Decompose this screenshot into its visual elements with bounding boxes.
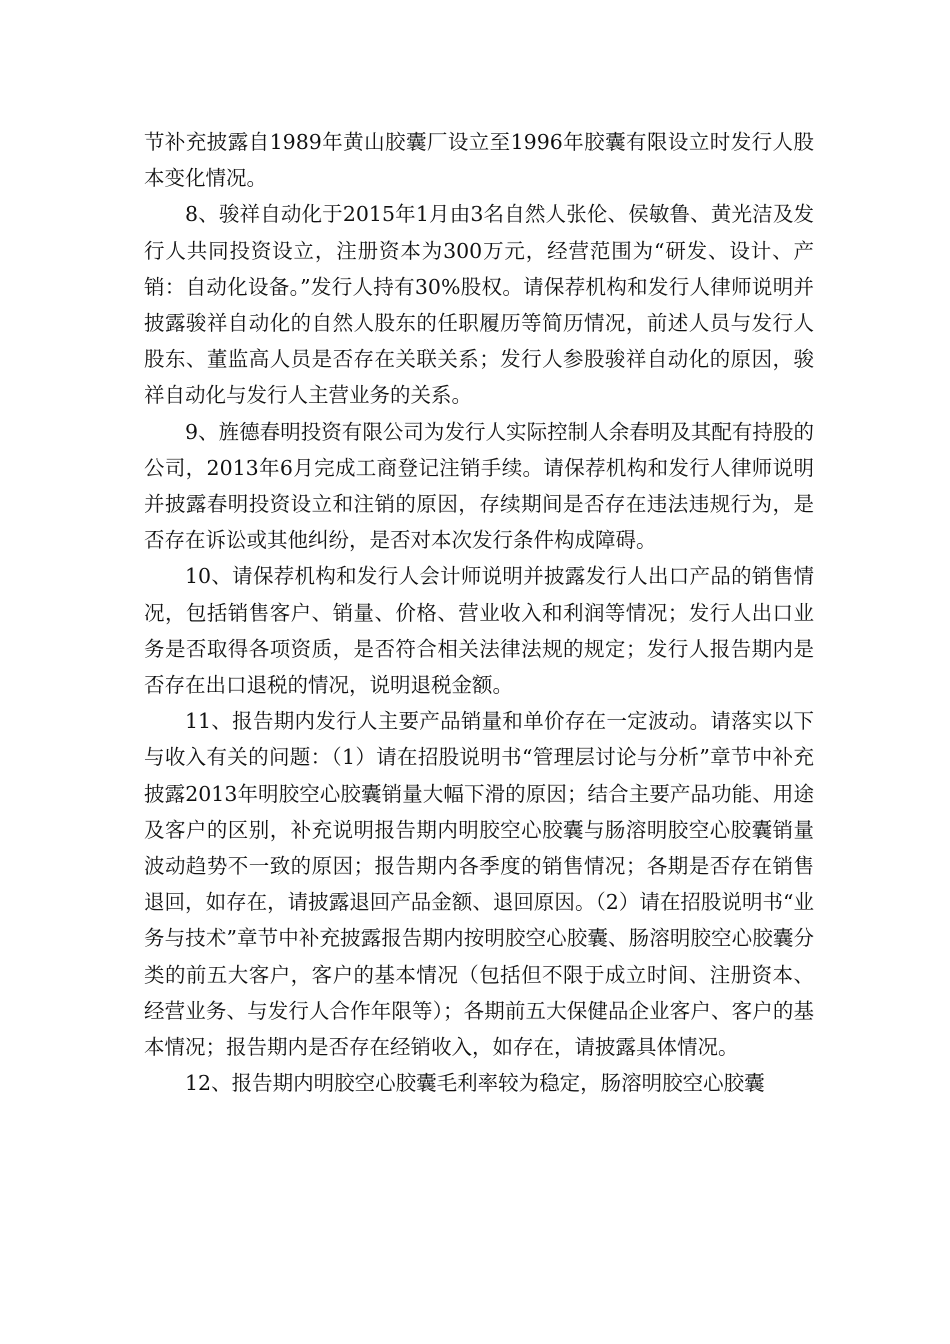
document-body	[144, 124, 814, 1101]
paragraph-item-8: 8、骏祥自动化于2015年1月由3名自然人张伦、侯敏鲁、黄光洁及发行人共同投资设立，注册资本为300万元，经营范围为“研发、设计、产销：自动化设备。”发行人持有30%股权。请保荐机构和发行人律师说明并披露骏祥自动化的自然人股东的任职履历等简历情况，前述人员与发行人股东、董监高人员是否存在关联关系；发行人参股骏祥自动化的原因，骏祥自动化与发行人主营业务的关系。	[144, 202, 814, 408]
paragraph-item-12: 12、报告期内明胶空心胶囊毛利率较为稳定，肠溶明胶空心胶囊	[185, 1071, 765, 1096]
paragraph-item-10: 10、请保荐机构和发行人会计师说明并披露发行人出口产品的销售情况，包括销售客户、销量、价格、营业收入和利润等情况；发行人出口业务是否取得各项资质，是否符合相关法律法规的规定；发行人报告期内是否存在出口退税的情况，说明退税金额。	[144, 564, 814, 698]
paragraph-item-9: 9、旌德春明投资有限公司为发行人实际控制人余春明及其配有持股的公司，2013年6月完成工商登记注销手续。请保荐机构和发行人律师说明并披露春明投资设立和注销的原因，存续期间是否存在违法违规行为，是否存在诉讼或其他纠纷，是否对本次发行条件构成障碍。	[144, 419, 814, 553]
paragraph-continuation: 节补充披露自1989年黄山胶囊厂设立至1996年胶囊有限设立时发行人股本变化情况。	[144, 130, 814, 191]
paragraph-item-11: 11、报告期内发行人主要产品销量和单价存在一定波动。请落实以下与收入有关的问题：（1）请在招股说明书“管理层讨论与分析”章节中补充披露2013年明胶空心胶囊销量大幅下滑的原因；结合主要产品功能、用途及客户的区别，补充说明报告期内明胶空心胶囊与肠溶明胶空心胶囊销量波动趋势不一致的原因；报告期内各季度的销售情况；各期是否存在销售退回，如存在，请披露退回产品金额、退回原因。（2）请在招股说明书“业务与技术”章节中补充披露报告期内按明胶空心胶囊、肠溶明胶空心胶囊分类的前五大客户，客户的基本情况（包括但不限于成立时间、注册资本、经营业务、与发行人合作年限等）；各期前五大保健品企业客户、客户的基本情况；报告期内是否存在经销收入，如存在，请披露具体情况。	[144, 709, 814, 1060]
